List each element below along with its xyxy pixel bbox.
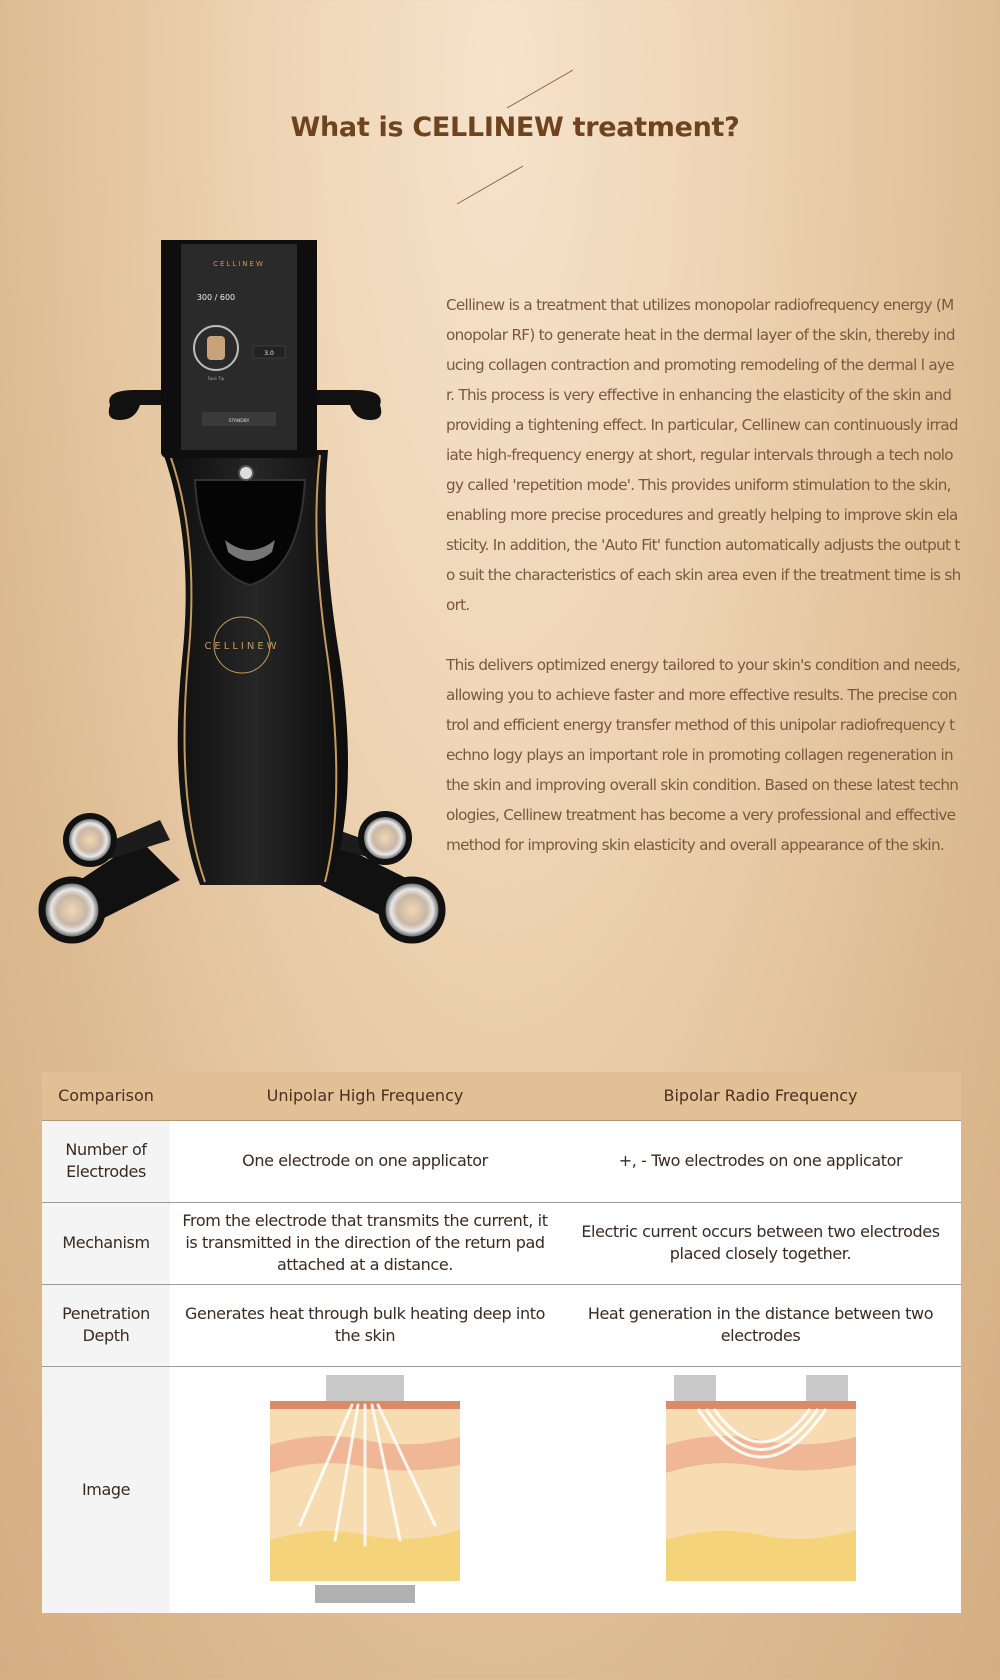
unipolar-cell: Generates heat through bulk heating deep into the skin — [170, 1284, 560, 1366]
header-comparison: Comparison — [42, 1072, 170, 1120]
bipolar-image-cell — [560, 1367, 961, 1614]
screen-level-value: 3.0 — [264, 350, 274, 357]
cellinew-device-image — [10, 240, 490, 1020]
row-label: Penetration Depth — [42, 1284, 170, 1366]
unipolar-cell: From the electrode that transmits the current, it is transmitted in the direction of the return pad attached at a distance. — [170, 1202, 560, 1284]
unipolar-cell: One electrode on one applicator — [170, 1120, 560, 1202]
row-label: Number of Electrodes — [42, 1120, 170, 1202]
bipolar-cell: Heat generation in the distance between two electrodes — [560, 1284, 961, 1366]
description-paragraph: Cellinew is a treatment that utilizes monopolar radiofrequency energy (Monopolar RF) to generate heat in the dermal layer of the skin, thereby inducing collagen contraction and promoting remodeling of the dermal l ayer. This process is very effective in enhancing the elasticity of the skin and providing a tightening effect. In particular, Cellinew can continuously irradiate high-frequency energy at short, regular intervals through a tech nology called 'repetition mode'. This provides uniform stimulation to the skin, enabling more precise procedures and greatly helping to improve skin elasticity. In addition, the 'Auto Fit' function automatically adjusts the output to suit the characteristics of each skin area even if the treatment time is short. — [446, 296, 961, 614]
row-label: Image — [42, 1367, 170, 1614]
treatment-description — [446, 290, 961, 890]
unipolar-image-cell — [170, 1367, 560, 1614]
row-label: Mechanism — [42, 1202, 170, 1284]
header-bipolar: Bipolar Radio Frequency — [560, 1072, 961, 1120]
title-decoration-top — [505, 68, 575, 110]
title-decoration-bottom — [455, 164, 525, 206]
comparison-table — [42, 1072, 961, 1613]
table-row — [42, 1284, 961, 1366]
table-row — [42, 1120, 961, 1202]
device-logo-text: CELLINEW — [204, 641, 280, 652]
table-row — [42, 1367, 961, 1614]
table-header-row — [42, 1072, 961, 1120]
unipolar-skin-diagram — [260, 1375, 470, 1605]
screen-shot-count: 300 / 600 — [196, 293, 236, 302]
page-title: What is CELLINEW treatment? — [290, 112, 740, 143]
screen-tip-label: Face Tip — [207, 376, 225, 381]
screen-brand-text: CELLINEW — [213, 260, 265, 268]
bipolar-cell: +, - Two electrodes on one applicator — [560, 1120, 961, 1202]
description-paragraph: This delivers optimized energy tailored to your skin's condition and needs, allowing you to achieve faster and more effective results. The precise control and efficient energy transfer method of this unipolar radiofrequency techno logy plays an important role in promoting collagen regeneration in the skin and improving overall skin condition. Based on these latest technologies, Cellinew treatment has become a very professional and effective method for improving skin elasticity and overall appearance of the skin. — [446, 656, 961, 854]
screen-standby-label: STANDBY — [228, 419, 250, 424]
bipolar-skin-diagram — [656, 1375, 866, 1605]
header-unipolar: Unipolar High Frequency — [170, 1072, 560, 1120]
table-row — [42, 1202, 961, 1284]
bipolar-cell: Electric current occurs between two electrodes placed closely together. — [560, 1202, 961, 1284]
